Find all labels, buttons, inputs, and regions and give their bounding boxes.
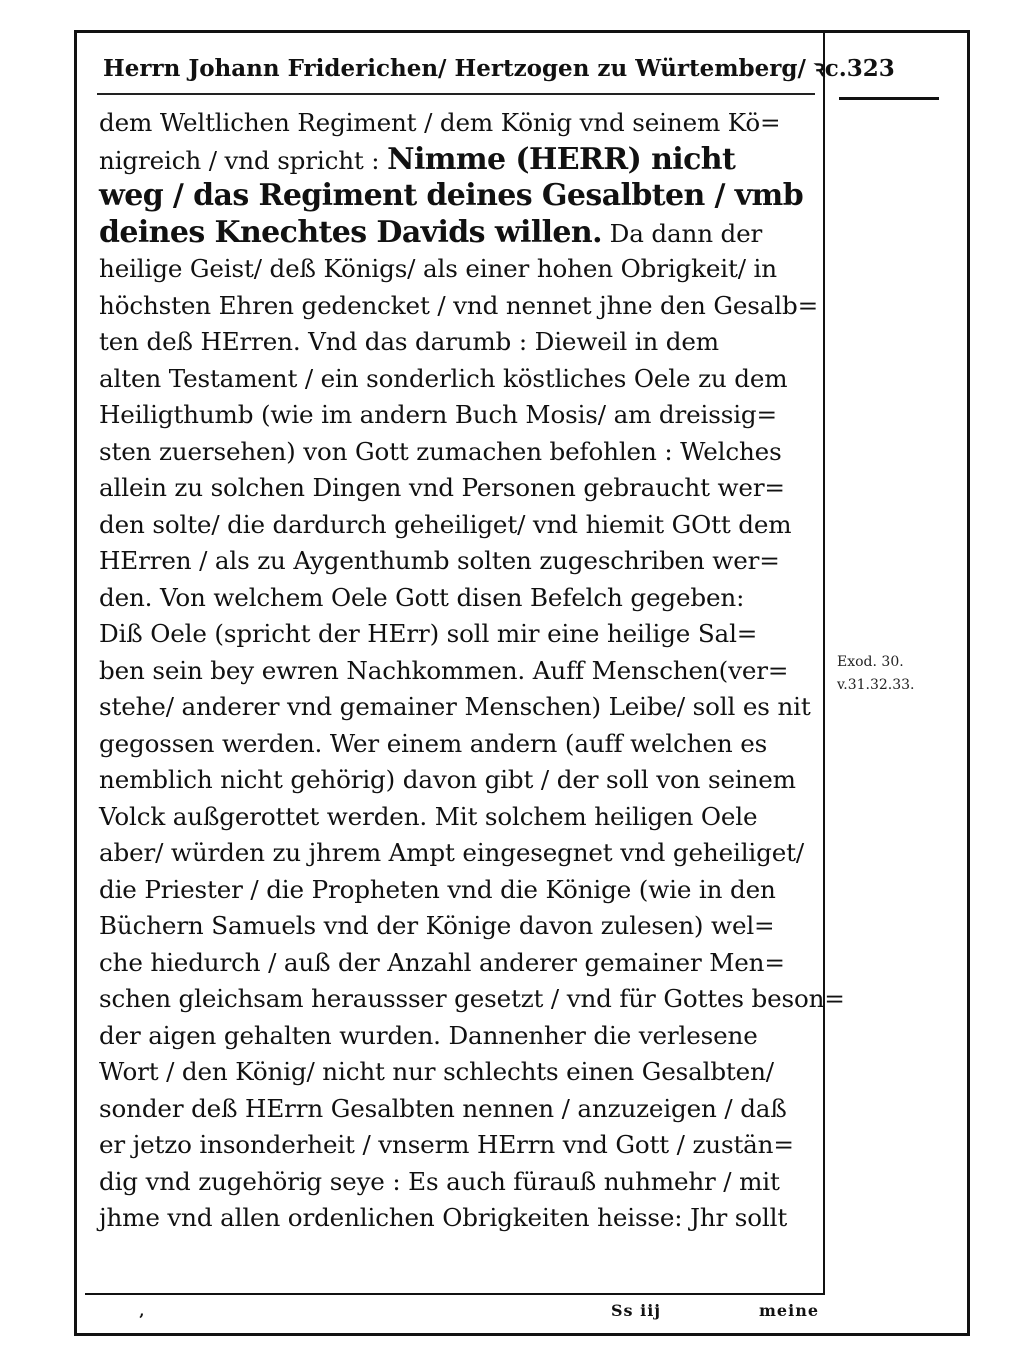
- margin-rule: [839, 97, 939, 100]
- text-line-30: dig vnd zugehörig seye : Es auch fürauß nuhmehr / mit: [99, 1166, 780, 1196]
- text-line-19: nemblich nicht gehörig) davon gibt / der soll von seinem: [99, 765, 796, 794]
- text-line-4-emphasis: deines Knechtes Davids willen.: [99, 214, 602, 250]
- running-head-title: Herrn Johann Friderichen/ Hertzogen zu Würtemberg/ ꝛc.: [103, 55, 847, 82]
- text-line-24: che hiedurch / auß der Anzahl anderer gemainer Men=: [99, 947, 785, 977]
- text-line-16: ben sein bey ewren Nachkommen. Auff Menschen(ver=: [99, 655, 789, 685]
- text-line-2: [99, 142, 827, 179]
- text-line-7: ten deß HErren. Vnd das darumb : Dieweil in dem: [99, 327, 719, 356]
- text-line-8: alten Testament / ein sonderlich köstliches Oele zu dem: [99, 363, 788, 393]
- text-line-17: stehe/ anderer vnd gemainer Menschen) Leibe/ soll es nit: [99, 692, 811, 721]
- marginal-note-line-1: Exod. 30.: [837, 654, 904, 670]
- header-rule: [97, 93, 815, 95]
- text-line-28: sonder deß HErrn Gesalbten nennen / anzuzeigen / daß: [99, 1093, 787, 1123]
- footer-mark: ‚: [139, 1301, 146, 1320]
- text-line-27: Wort / den König/ nicht nur schlechts einen Gesalbten/: [99, 1057, 774, 1086]
- text-line-4: [99, 215, 827, 252]
- marginal-note: [837, 651, 915, 697]
- text-line-23: Büchern Samuels vnd der Könige davon zulesen) wel=: [99, 911, 775, 940]
- running-head: [103, 51, 895, 83]
- text-line-12: den solte/ die dardurch geheiliget/ vnd hiemit GOtt dem: [99, 509, 792, 539]
- text-line-22: die Priester / die Propheten vnd die Könige (wie in den: [99, 874, 776, 904]
- text-line-2-emphasis: Nimme (HERR) nicht: [387, 141, 736, 177]
- text-line-25: schen gleichsam heraussser gesetzt / vnd für Gottes beson=: [99, 984, 845, 1013]
- page-number: 323: [846, 55, 895, 82]
- signature-mark: Ss iij: [611, 1301, 662, 1320]
- text-line-3: weg / das Regiment deines Gesalbten / vmb: [99, 178, 804, 213]
- text-line-13: HErren / als zu Aygenthumb solten zugeschriben wer=: [99, 546, 780, 575]
- body-text: [99, 105, 845, 1237]
- page-frame: [74, 30, 970, 1336]
- text-line-11: allein zu solchen Dingen vnd Personen gebraucht wer=: [99, 473, 785, 502]
- catchword: meine: [759, 1301, 819, 1320]
- marginal-note-line-2: v.31.32.33.: [837, 677, 915, 693]
- text-line-1: dem Weltlichen Regiment / dem König vnd seinem Kö=: [99, 108, 781, 137]
- text-line-10: sten zuersehen) von Gott zumachen befohlen : Welches: [99, 436, 782, 466]
- text-line-20: Volck außgerottet werden. Mit solchem heiligen Oele: [99, 801, 758, 831]
- text-line-26: der aigen gehalten wurden. Dannenher die verlesene: [99, 1020, 758, 1050]
- text-line-21: aber/ würden zu jhrem Ampt eingesegnet vnd geheiliget/: [99, 838, 804, 867]
- text-line-14: den. Von welchem Oele Gott disen Befelch gegeben:: [99, 582, 745, 612]
- text-line-15: Diß Oele (spricht der HErr) soll mir eine heilige Sal=: [99, 619, 758, 648]
- text-line-29: er jetzo insonderheit / vnserm HErrn vnd Gott / zustän=: [99, 1130, 794, 1159]
- footer: [77, 1301, 825, 1331]
- text-line-18: gegossen werden. Wer einem andern (auff welchen es: [99, 728, 768, 758]
- text-line-5: heilige Geist/ deß Königs/ als einer hohen Obrigkeit/ in: [99, 254, 777, 283]
- text-line-2-lead: nigreich / vnd spricht :: [99, 145, 380, 175]
- text-line-4-tail: Da dann der: [609, 218, 763, 248]
- text-line-31: jhme vnd allen ordenlichen Obrigkeiten heisse: Jhr sollt: [99, 1203, 788, 1232]
- text-line-6: höchsten Ehren gedencket / vnd nennet jhne den Gesalb=: [99, 290, 819, 320]
- text-line-9: Heiligthumb (wie im andern Buch Mosis/ am dreissig=: [99, 400, 777, 429]
